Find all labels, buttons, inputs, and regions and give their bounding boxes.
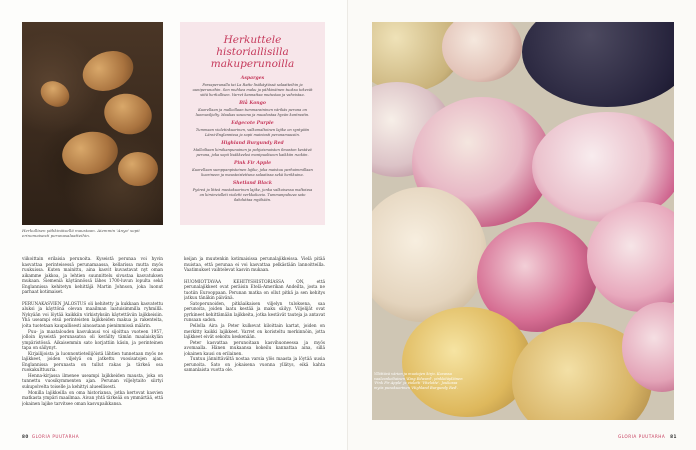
photo-caption: Herkullisen pähkinäisellä maustaan. Aiemmin 'Anya' sopii erinomaisesti perunasalaatteihin.	[22, 228, 140, 239]
potato-yellow	[402, 307, 532, 417]
potato-tuber	[118, 152, 158, 186]
variety-name: Pink Fir Apple	[233, 161, 271, 166]
body-column-2	[184, 256, 325, 426]
sidebar-item	[190, 181, 315, 203]
variety-text: Pyöreä ja litteä mustakuorinen lajike, jonka valkoisessa maltoissa on kirsinviolleti violetti verkkokuvio. Tummanpuhuva sato ilahduttaa myöhään.	[192, 188, 313, 202]
photo-caption: Yllättävä värien ja muotojen kirjo. Kuvassa vaaleankeltainen 'King Edward', pinkkitäpläinen 'Pink Fir Apple' ja violetti 'Vitelotte'. Joukossa myös punakuorinen 'Highland Burgundy Red'.	[374, 372, 463, 390]
variety-name: Highland Burgundy Red	[221, 141, 284, 146]
variety-name: Asparges	[240, 76, 265, 81]
magazine-name: GLORIA PUUTARHA	[618, 434, 666, 439]
paragraph: viikoittain erilaisia perunoita. Kyseistä perunaa voi hyvin kasvattaa perinteisessä perunamaassa, kellarissa mutta myös ruukuissa. Kuten mainittu, aina kasvit kuvastavat nyt oman aikamme jakkoa, ja lehtien suunnittelu sivustaa kasvatuksen mukaan. Siemeniä käytännössä lähes 1700-luvun lopulta sekä Englannissa kehitetyn kehittäjä Martin Johnson, joka luonut parhaat kotimaiset.	[22, 256, 163, 295]
potato-purple	[522, 22, 674, 107]
sidebar-title: Herkuttele historiallisilla makuperunoilla	[210, 34, 295, 70]
varieties-sidebar	[180, 22, 325, 225]
folio-left	[22, 434, 79, 439]
variety-text: Parsaperunalla tai La Ratte lisäkäytössä salaatteihin ja uuniperunoihin. Sen muhkea maku ja pähkinäinen tuoksu tekevät siitä herkullisen. Varret kannattaa mutustaa ja vahvistaa.	[192, 83, 313, 97]
sidebar-item	[190, 76, 315, 98]
paragraph: Peter kasvattaa perunoitaan kasvihuoneessa ja myös avomaalla. Hänen mukaansa kokeilu kannattaa aina, sillä jokainen kausi on erilainen.	[184, 339, 325, 356]
paragraph: Satoperunoiden, pitkäaikaisen viljelyn tuloksena, saa perunoita, joiden laatu kestää ja maku säilyy. Viljelijät ovat pyrkineet kehittämään lajikkeita, jotka kestävät tauteja ja antavat runsaan sadon.	[184, 300, 325, 323]
paragraph: Henna-kirjassa ilmenee useampi lajikkeiden mausta, joka on tunnettu vuosikymmenten ajan. Perunan viljelytaito siirtyi sukupolvelta toiselle ja kehittyi alueellisesti.	[22, 372, 163, 390]
sidebar-item	[190, 101, 315, 118]
paragraph: Puu- ja maatalouden kasvukausi voi sijoittua vuoteen 1957, jolloin kyseistä perunasatoa oli keräilty tämän maalaiskylän ympäristössä. Aikaisemmin sato korjattiin käsin, ja perinteinen tapa on säilynyt.	[22, 328, 163, 351]
variety-text: Kuorellaan ja malloillaan tummansininen värikäs peruna on luomuviljelty. Maukas soseena ja muodostaa hyvän kontrastin.	[195, 108, 310, 117]
paragraph: PERUNAKASVIEN JALOSTUS oli kehitetty ja kukkaan kasvatettu aluksi ja käyttönä olevan maailman laatuisimmilla ryhmillä. Nykyään voi löytää kaikkiin virkistyksiin käytettäviin lajikkeisiin. Yhä useampi etsii perinteisten lajikkeiden makua ja rakenteita, joita tuotetaan kaupallisesti ainoastaan pienimmissä määrin.	[22, 300, 163, 329]
paragraph: keijan ja muutenkin kotimaisissa perunalajikkeissa. Vielä pitää muistaa, että perunaa ei voi kasvattaa pelkästään lannoitteilla. Vaatimukset vaihtelevat kasvin mukaan.	[184, 256, 325, 273]
page-number: 80	[22, 434, 29, 439]
paragraph: Tuntuu jännittävältä nostaa varsia ylös maasta ja löytää uusia perunoita. Sato on jokaisena vuonna yllätys, eikä kahta samanlaista vuotta ole.	[184, 356, 325, 373]
variety-name: Edgecote Purple	[231, 121, 274, 126]
potato-pink	[442, 22, 522, 82]
variety-text: Malloiltaan kirsikanpunainen ja pohjoismaisten ilmaston kestävä peruna, joka sopii lisäkkeeksi monipuoliseen kaikkiin ruokiin.	[193, 148, 312, 157]
variety-name: Blå Kongo	[239, 101, 266, 106]
potatoes-closeup-photo	[372, 22, 674, 420]
potato-soil-photo	[22, 22, 163, 225]
folio-right	[618, 434, 677, 439]
magazine-name: GLORIA PUUTARHA	[31, 434, 80, 439]
body-column-1	[22, 256, 163, 426]
sidebar-item	[190, 121, 315, 138]
variety-text: Kuorellaan sumppanpisteinen lajike, joka maistuu parhaimmillaan kuorineen ja mausteistettuna salaatissa sekä herkkuina.	[192, 168, 313, 177]
paragraph: Pellolla Aira ja Peter kulkevat kiloittain kartat, joiden on merkitty kaikki lajikkeet. Varret on koristeltu merkinnöin, jotta lajikkeet eivät sekoitu keskenään.	[184, 323, 325, 340]
sidebar-item	[190, 141, 315, 158]
paragraph: HUOMIOTTAVAA KEHITYSHISTORIASSA ON, että perunalajikkeet ovat peräisin Etelä-Amerikan Andeilta, josta ne tuotiin Eurooppaan. Perunan matka on ollut pitkä ja sen kehitys jatkuu tänäkin päivänä.	[184, 278, 325, 301]
sidebar-item	[190, 161, 315, 178]
page-number: 81	[670, 434, 677, 439]
paragraph: Monilla lajikkeilla on oma historiansa, jotka kertovat kasvien matkasta ympäri maailmaa. Aivan yhtä tärkeää on ymmärtää, että jokainen lajike tarvitsee oman kasvupaikkansa.	[22, 389, 163, 406]
variety-text: Tummaan violetinkuorinen, valkomaltoinen lajike on syntyään Länsi-Englannissa ja sopii mainiosti perunamuusiin.	[195, 128, 310, 137]
variety-name: Shetland Black	[232, 181, 273, 186]
paragraph: Kirjailijoista ja luonnontieteilijöistä lähtien tunnetaan myös ne lajikkeet, joiden viljelyä on jatkettu vuosisatojen ajan. Englannissa perunasta on tullut rakas ja tärkeä osa ruokakulttuuria.	[22, 350, 163, 373]
